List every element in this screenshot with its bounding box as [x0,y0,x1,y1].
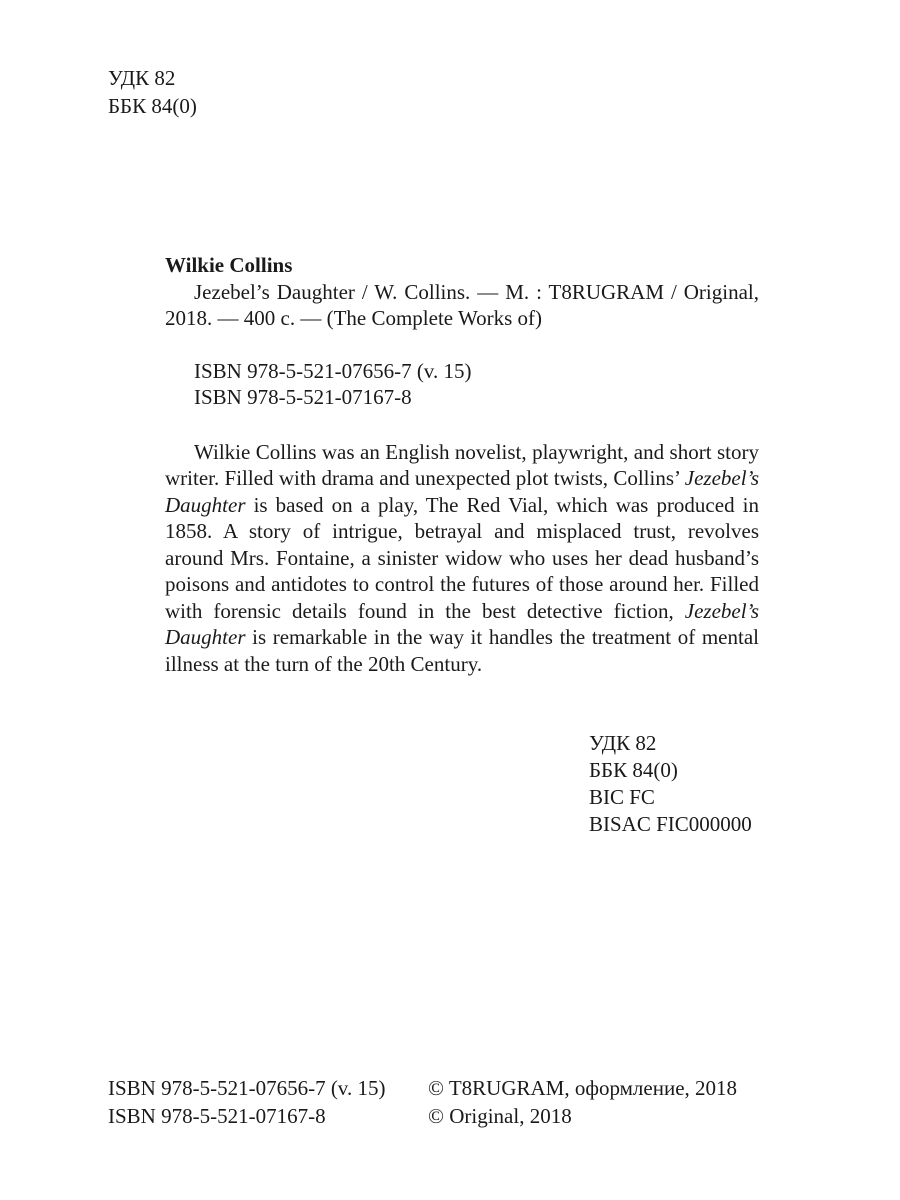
copyright-design: © T8RUGRAM, оформление, 2018 [428,1076,738,1100]
annotation-text: Wilkie Collins was an English novelist, playwright, and short story writer. Filled with drama and unexpected plot twists, Collins’ [165,439,759,490]
bisac-code: BISAC FIC000000 [589,812,752,836]
isbn-volume: ISBN 978-5-521-07656-7 (v. 15) [194,358,472,383]
bbk-code: ББК 84(0) [589,758,678,782]
annotation-text: is based on a play, The Red Vial, which was produced in 1858. A story of intrigue, betrayal and misplaced trust, revolves around Mrs. Fontaine, a sinister widow who uses her dead husband’s poisons and antidotes to control the futures of those around her. Filled with forensic details found in the best detective fiction, [165,492,759,623]
copyright-original: © Original, 2018 [428,1104,572,1128]
udk-code: УДК 82 [108,66,176,90]
imprint-row [108,1102,768,1130]
isbn-series: ISBN 978-5-521-07167-8 [194,385,412,409]
imprint-footer [108,1074,768,1130]
isbn-series: ISBN 978-5-521-07167-8 [108,1104,326,1128]
book-annotation [165,439,759,678]
annotation-text: is remarkable in the way it handles the treatment of mental illness at the turn of the 20th Century. [165,625,759,676]
bic-code: BIC FC [589,785,655,809]
imprint-row [108,1074,768,1102]
author-name: Wilkie Collins [165,253,293,277]
classification-codes-right [589,730,752,838]
isbn-volume: ISBN 978-5-521-07656-7 (v. 15) [108,1076,386,1100]
udk-code: УДК 82 [589,731,657,755]
classification-codes-top [108,64,197,120]
book-title-italic: Jezebel’s Daughter [165,598,759,649]
catalog-record [165,252,759,677]
bbk-code: ББК 84(0) [108,94,197,118]
bibliographic-entry: Jezebel’s Daughter / W. Collins. — M. : T8RUGRAM / Original, 2018. — 400 с. — (The Complete Works of) [165,279,759,330]
isbn-list [165,358,759,411]
book-title-italic: Jezebel’s Daughter [165,466,759,517]
